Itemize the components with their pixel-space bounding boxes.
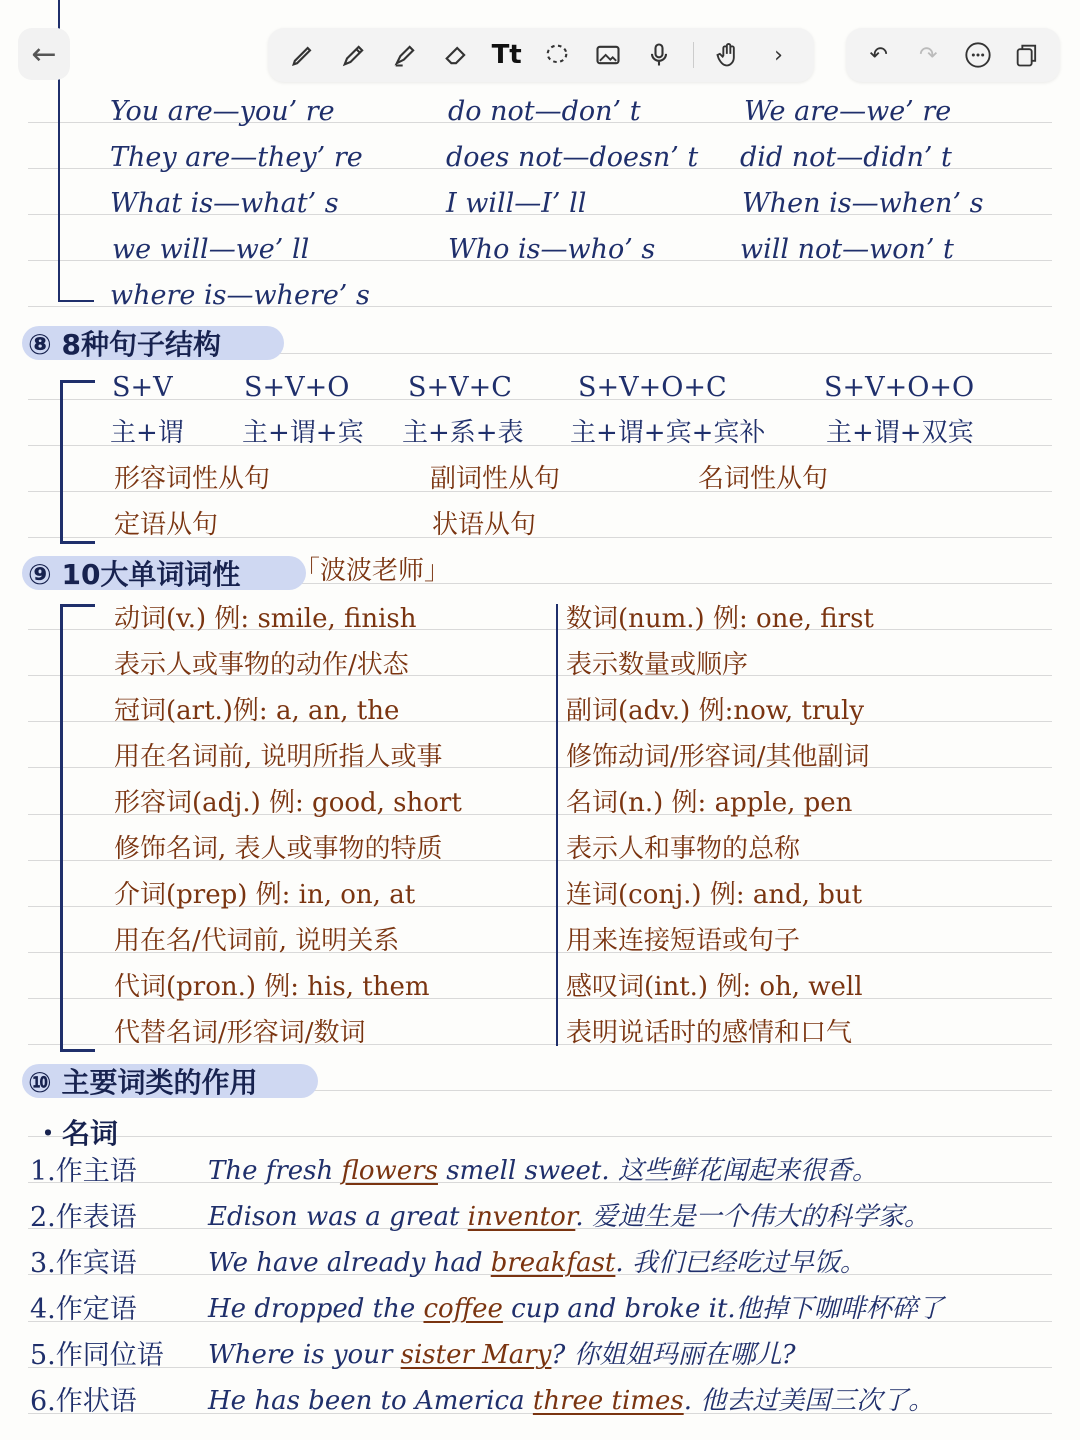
part-of-speech: 感叹词(int.) 例: oh, well bbox=[566, 972, 863, 1002]
redo-icon[interactable]: ↷ bbox=[919, 42, 938, 68]
undo-icon[interactable]: ↶ bbox=[869, 42, 888, 68]
part-of-speech-desc: 用来连接短语或句子 bbox=[566, 926, 801, 956]
sentence-structure-cn: 主+系+表 bbox=[402, 418, 524, 448]
section-8-title: ⑧ 8种句子结构 bbox=[28, 328, 221, 361]
underlined-word: three times bbox=[532, 1386, 684, 1416]
pen-icon[interactable] bbox=[286, 38, 320, 72]
part-of-speech-desc: 表示数量或顺序 bbox=[566, 650, 749, 680]
bracket bbox=[60, 380, 95, 544]
part-of-speech-desc: 表示人和事物的总称 bbox=[566, 834, 801, 864]
contraction: We are—we’ re bbox=[744, 96, 952, 127]
section-10-heading bbox=[22, 1064, 318, 1098]
section-9-heading bbox=[22, 556, 306, 590]
sentence-part: ? 你姐姐玛丽在哪儿? bbox=[551, 1340, 796, 1370]
sentence-structure-cn: 主+谓+宾+宾补 bbox=[570, 418, 766, 448]
clause-type: 名词性从句 bbox=[698, 464, 829, 494]
section-10-title: ⑩ 主要词类的作用 bbox=[28, 1066, 258, 1099]
example-sentence bbox=[208, 1296, 944, 1322]
bracket bbox=[60, 604, 95, 1052]
noun-role-label: 6.作状语 bbox=[30, 1386, 137, 1417]
part-of-speech: 动词(v.) 例: smile, finish bbox=[114, 604, 417, 634]
part-of-speech: 名词(n.) 例: apple, pen bbox=[566, 788, 853, 818]
part-of-speech: 副词(adv.) 例:now, truly bbox=[566, 696, 865, 726]
sentence-part: cup and broke it.他掉下咖啡杯碎了 bbox=[502, 1294, 944, 1324]
sentence-part: He dropped the bbox=[208, 1294, 424, 1324]
example-sentence bbox=[208, 1250, 866, 1276]
contraction: They are—they’ re bbox=[110, 142, 363, 173]
part-of-speech: 形容词(adj.) 例: good, short bbox=[114, 788, 462, 818]
underlined-word: sister Mary bbox=[400, 1340, 552, 1370]
part-of-speech-desc: 表示人或事物的动作/状态 bbox=[114, 650, 409, 680]
drawing-toolbar bbox=[268, 28, 814, 82]
back-button[interactable] bbox=[18, 28, 70, 80]
sentence-part: Where is your bbox=[208, 1340, 401, 1370]
sentence-part: . 他去过美国三次了。 bbox=[683, 1386, 935, 1416]
highlighter-icon[interactable] bbox=[388, 38, 422, 72]
underlined-word: breakfast bbox=[490, 1248, 616, 1278]
arrow-left-icon: ← bbox=[31, 36, 57, 72]
contraction: we will—we’ ll bbox=[112, 234, 310, 265]
contraction: I will—I’ ll bbox=[446, 188, 587, 219]
example-sentence bbox=[208, 1342, 796, 1368]
contraction: will not—won’ t bbox=[740, 234, 954, 265]
contraction: where is—where’ s bbox=[110, 280, 370, 311]
chevron-right-icon[interactable]: › bbox=[774, 42, 783, 68]
part-of-speech: 冠词(art.)例: a, an, the bbox=[114, 696, 400, 726]
noun-role-label: 1.作主语 bbox=[30, 1156, 137, 1187]
contraction: does not—doesn’ t bbox=[446, 142, 699, 173]
section-9-subtitle: 「波波老师」 bbox=[294, 556, 451, 586]
part-of-speech-desc: 用在名/代词前, 说明关系 bbox=[114, 926, 400, 956]
part-of-speech: 连词(conj.) 例: and, but bbox=[566, 880, 863, 910]
clause-type: 定语从句 bbox=[114, 510, 219, 540]
section-9-title: ⑨ 10大单词词性 bbox=[28, 558, 241, 591]
contraction: Who is—who’ s bbox=[448, 234, 656, 265]
noun-role-label: 4.作定语 bbox=[30, 1294, 137, 1325]
example-sentence bbox=[208, 1204, 930, 1230]
action-toolbar bbox=[846, 28, 1060, 82]
part-of-speech-desc: 修饰动词/形容词/其他副词 bbox=[566, 742, 870, 772]
sentence-structure: S+V+C bbox=[408, 372, 512, 403]
pages-icon[interactable] bbox=[1010, 38, 1044, 72]
section-8-heading bbox=[22, 326, 284, 360]
noun-role-label: 2.作表语 bbox=[30, 1202, 137, 1233]
noun-bullet: ・名词 bbox=[34, 1117, 119, 1150]
text-icon[interactable]: Tt bbox=[491, 40, 522, 70]
contraction: do not—don’ t bbox=[448, 96, 641, 127]
clause-type: 状语从句 bbox=[432, 510, 537, 540]
sentence-part: The fresh bbox=[208, 1156, 342, 1186]
part-of-speech-desc: 用在名词前, 说明所指人或事 bbox=[114, 742, 443, 772]
sentence-structure: S+V+O+O bbox=[824, 372, 975, 403]
bracket-foot bbox=[58, 300, 94, 302]
sentence-part: He has been to America bbox=[208, 1386, 533, 1416]
example-sentence bbox=[208, 1388, 934, 1414]
lasso-icon[interactable] bbox=[540, 38, 574, 72]
pencil-icon[interactable] bbox=[337, 38, 371, 72]
sentence-structure-cn: 主+谓+宾 bbox=[242, 418, 364, 448]
noun-role-label: 3.作宾语 bbox=[30, 1248, 137, 1279]
sentence-part: Edison was a great bbox=[208, 1202, 468, 1232]
clause-type: 副词性从句 bbox=[430, 464, 561, 494]
sentence-part: We have already had bbox=[208, 1248, 491, 1278]
contraction: You are—you’ re bbox=[110, 96, 335, 127]
example-sentence bbox=[208, 1158, 878, 1184]
part-of-speech: 数词(num.) 例: one, first bbox=[566, 604, 874, 634]
ruled-line bbox=[28, 1136, 1052, 1137]
sentence-structure: S+V+O bbox=[244, 372, 350, 403]
underlined-word: inventor bbox=[467, 1202, 576, 1232]
part-of-speech-desc: 代替名词/形容词/数词 bbox=[114, 1018, 366, 1048]
clause-type: 形容词性从句 bbox=[114, 464, 271, 494]
eraser-icon[interactable] bbox=[439, 38, 473, 72]
underlined-word: flowers bbox=[341, 1156, 438, 1186]
column-divider bbox=[556, 604, 558, 1046]
microphone-icon[interactable] bbox=[642, 38, 676, 72]
underlined-word: coffee bbox=[423, 1294, 503, 1324]
sentence-part: . 爱迪生是一个伟大的科学家。 bbox=[575, 1202, 930, 1232]
part-of-speech: 代词(pron.) 例: his, them bbox=[114, 972, 430, 1002]
contraction: What is—what’ s bbox=[110, 188, 339, 219]
part-of-speech-desc: 修饰名词, 表人或事物的特质 bbox=[114, 834, 443, 864]
sentence-structure: S+V+O+C bbox=[578, 372, 727, 403]
image-icon[interactable] bbox=[591, 38, 625, 72]
sentence-part: . 我们已经吃过早饭。 bbox=[615, 1248, 866, 1278]
noun-role-label: 5.作同位语 bbox=[30, 1340, 164, 1371]
part-of-speech: 介词(prep) 例: in, on, at bbox=[114, 880, 416, 910]
sentence-structure: S+V bbox=[112, 372, 173, 403]
sentence-part: smell sweet. 这些鲜花闻起来很香。 bbox=[437, 1156, 878, 1186]
part-of-speech-desc: 表明说话时的感情和口气 bbox=[566, 1018, 853, 1048]
sentence-structure-cn: 主+谓+双宾 bbox=[826, 418, 974, 448]
more-icon[interactable] bbox=[961, 38, 995, 72]
toolbar-divider bbox=[693, 42, 694, 68]
hand-icon[interactable] bbox=[711, 38, 745, 72]
sentence-structure-cn: 主+谓 bbox=[110, 418, 184, 448]
contraction: did not—didn’ t bbox=[740, 142, 952, 173]
contraction: When is—when’ s bbox=[742, 188, 984, 219]
